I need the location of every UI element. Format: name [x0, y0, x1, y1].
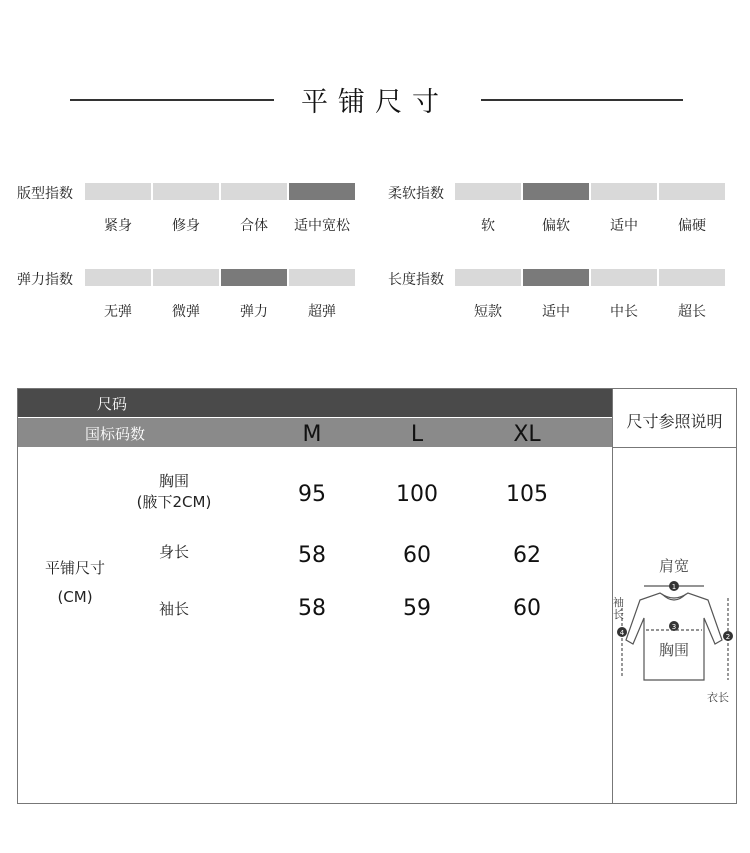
- elasticity-bar-segment: [289, 269, 355, 286]
- row-label-length: 身长: [158, 543, 189, 561]
- national-size-label: 国标码数: [85, 425, 146, 443]
- title-right-rule: [481, 99, 683, 101]
- marker-1-text: 1: [671, 583, 677, 591]
- chest-label: 胸围: [658, 641, 690, 659]
- row-label-chest-note: (腋下2CM): [136, 493, 212, 511]
- elasticity-option: 无弹: [104, 304, 132, 320]
- page-title: 平铺尺寸: [301, 87, 449, 118]
- cell-chest-l: 100: [396, 482, 438, 507]
- row-label-sleeve: 袖长: [158, 600, 189, 618]
- cell-sleeve-l: 59: [403, 596, 431, 621]
- softness-option: 软: [481, 218, 495, 234]
- fit-bar-segment-selected: [289, 183, 355, 200]
- elasticity-bar-segment: [85, 269, 151, 286]
- length-bar-segment: [591, 269, 657, 286]
- shoulder-label: 肩宽: [658, 557, 690, 575]
- group-label: 平铺尺寸: [44, 559, 105, 577]
- length-option: 中长: [610, 304, 638, 320]
- marker-4-text: 4: [619, 629, 625, 637]
- softness-option: 偏硬: [678, 218, 706, 234]
- length-option: 适中: [542, 304, 570, 320]
- fit-option: 适中宽松: [294, 218, 350, 234]
- length-bar-segment-selected: [523, 269, 589, 286]
- cell-sleeve-m: 58: [298, 596, 326, 621]
- softness-bar-segment-selected: [523, 183, 589, 200]
- index-label-fit: 版型指数: [17, 186, 73, 202]
- size-code-label: 尺码: [97, 395, 128, 413]
- index-label-elasticity: 弹力指数: [17, 272, 73, 288]
- cell-chest-m: 95: [298, 482, 326, 507]
- softness-bar-segment: [455, 183, 521, 200]
- fit-option: 合体: [240, 218, 268, 234]
- softness-bar-segment: [591, 183, 657, 200]
- cell-length-m: 58: [298, 543, 326, 568]
- cell-length-xl: 62: [513, 543, 541, 568]
- softness-option: 偏软: [542, 218, 570, 234]
- fit-option: 紧身: [104, 218, 132, 234]
- length-bar-segment: [455, 269, 521, 286]
- fit-bar-segment: [85, 183, 151, 200]
- cell-sleeve-xl: 60: [513, 596, 541, 621]
- reference-title: 尺寸参照说明: [626, 412, 723, 431]
- size-header-xl: XL: [513, 422, 541, 447]
- length-label: 衣长: [707, 691, 729, 704]
- marker-3-text: 3: [671, 623, 677, 631]
- elasticity-bar-segment: [153, 269, 219, 286]
- row-label-chest: 胸围: [158, 472, 189, 490]
- length-option: 短款: [474, 304, 502, 320]
- group-label-unit: (CM): [57, 588, 93, 606]
- title-left-rule: [70, 99, 274, 101]
- length-option: 超长: [678, 304, 706, 320]
- fit-bar-segment: [153, 183, 219, 200]
- elasticity-option: 微弹: [172, 304, 200, 320]
- cell-length-l: 60: [403, 543, 431, 568]
- fit-option: 修身: [172, 218, 200, 234]
- cell-chest-xl: 105: [506, 482, 548, 507]
- length-bar-segment: [659, 269, 725, 286]
- elasticity-option: 弹力: [240, 304, 268, 320]
- garment-diagram: [612, 548, 736, 710]
- index-label-softness: 柔软指数: [388, 186, 444, 202]
- size-header-l: L: [410, 422, 424, 447]
- marker-2-text: 2: [725, 633, 731, 641]
- reference-divider: [612, 447, 736, 448]
- elasticity-bar-segment-selected: [221, 269, 287, 286]
- softness-option: 适中: [610, 218, 638, 234]
- elasticity-option: 超弹: [308, 304, 336, 320]
- softness-bar-segment: [659, 183, 725, 200]
- index-label-length: 长度指数: [388, 272, 444, 288]
- size-header-m: M: [302, 422, 322, 447]
- sleeve-label: 袖长: [613, 596, 624, 621]
- fit-bar-segment: [221, 183, 287, 200]
